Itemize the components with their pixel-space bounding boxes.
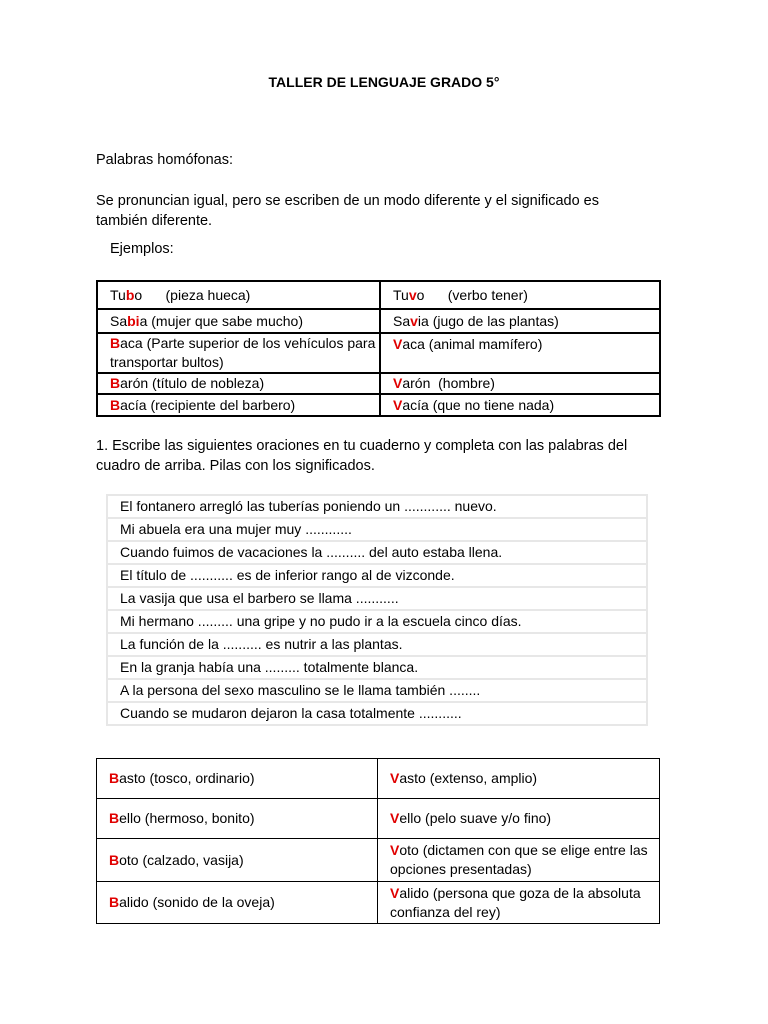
cell-highlight: V — [393, 336, 403, 352]
cell-highlight: V — [393, 396, 403, 413]
cell-text: alido (sonido de la oveja) — [119, 894, 275, 910]
sentence-cell: Cuando fuimos de vacaciones la .......... del auto estaba llena. — [107, 541, 647, 564]
cell-text: asto (tosco, ordinario) — [119, 770, 255, 786]
table-cell — [97, 394, 380, 416]
sentence-cell: Cuando se mudaron dejaron la casa totalmente ........... — [107, 702, 647, 725]
sentence-cell: El título de ........... es de inferior rango al de vizconde. — [107, 564, 647, 587]
definition-text: Se pronuncian igual, pero se escriben de un modo diferente y el significado es también diferente. — [96, 193, 599, 229]
table-row — [97, 281, 660, 309]
table-row — [107, 656, 647, 679]
cell-highlight: V — [390, 884, 400, 901]
table-cell — [97, 799, 378, 839]
table-row — [107, 633, 647, 656]
cell-highlight: V — [393, 375, 403, 391]
table-cell — [97, 759, 378, 799]
cell-highlight: B — [109, 894, 120, 910]
cell-highlight: v — [410, 312, 418, 329]
table-cell — [378, 799, 660, 839]
cell-highlight: V — [390, 810, 400, 826]
exercise-instruction: 1. Escribe las siguientes oraciones en tu cuaderno y completa con las palabras del cuadro de arriba. Pilas con los significados. — [96, 438, 628, 474]
table-cell — [378, 882, 660, 924]
word-pairs-table — [96, 758, 660, 924]
cell-highlight: bi — [127, 312, 140, 329]
sentence-cell: En la granja había una ......... totalmente blanca. — [107, 656, 647, 679]
table-cell — [378, 839, 660, 882]
table-row — [97, 882, 660, 924]
table-cell — [380, 394, 660, 416]
cell-text: ia (jugo de las plantas) — [417, 312, 559, 329]
table-row — [97, 373, 660, 394]
cell-highlight: B — [109, 770, 120, 786]
table-row — [107, 564, 647, 587]
cell-text: o (pieza hueca) — [134, 286, 251, 303]
cell-highlight: V — [390, 770, 400, 786]
cell-text: ello (pelo suave y/o fino) — [399, 810, 552, 826]
cell-text: aca (Parte superior de los vehículos para transportar bultos) — [110, 335, 376, 370]
table-row — [107, 679, 647, 702]
sentence-cell: La vasija que usa el barbero se llama ........... — [107, 587, 647, 610]
cell-highlight: B — [109, 810, 120, 826]
sentence-cell: La función de la .......... es nutrir a las plantas. — [107, 633, 647, 656]
cell-highlight: B — [110, 335, 121, 351]
cell-prefix: Tu — [393, 286, 409, 303]
table-row — [107, 518, 647, 541]
sentence-cell: A la persona del sexo masculino se le llama también ........ — [107, 679, 647, 702]
cell-text: acía (que no tiene nada) — [402, 396, 555, 413]
cell-text: arón (hombre) — [402, 375, 495, 391]
table-row — [107, 541, 647, 564]
cell-text: a (mujer que sabe mucho) — [139, 312, 303, 329]
cell-prefix: Sa — [110, 312, 128, 329]
cell-text: asto (extenso, amplio) — [399, 770, 538, 786]
table-cell — [380, 373, 660, 394]
table-row — [97, 799, 660, 839]
table-cell — [97, 882, 378, 924]
section-subtitle: Palabras homófonas: — [96, 152, 234, 168]
cell-highlight: v — [408, 286, 417, 303]
cell-highlight: B — [110, 396, 121, 413]
table-cell — [378, 759, 660, 799]
cell-text: aca (animal mamífero) — [402, 336, 543, 352]
table-cell — [97, 333, 380, 373]
cell-highlight: B — [109, 851, 120, 868]
table-cell — [97, 839, 378, 882]
cell-text: ello (hermoso, bonito) — [119, 810, 255, 826]
cell-text: o (verbo tener) — [416, 286, 528, 303]
table-cell — [380, 309, 660, 333]
table-row — [107, 495, 647, 518]
table-row — [97, 309, 660, 333]
table-row — [107, 702, 647, 725]
sentence-cell: Mi hermano ......... una gripe y no pudo ir a la escuela cinco días. — [107, 610, 647, 633]
cell-highlight: B — [110, 375, 121, 391]
table-cell — [97, 281, 380, 309]
page-title: TALLER DE LENGUAJE GRADO 5° — [268, 74, 500, 90]
table-row — [97, 759, 660, 799]
cell-prefix: Tu — [110, 286, 126, 303]
table-cell — [380, 333, 660, 373]
cell-text: alido (persona que goza de la absoluta confianza del rey) — [390, 884, 641, 920]
cell-prefix: Sa — [393, 312, 411, 329]
sentence-cell: Mi abuela era una mujer muy ............ — [107, 518, 647, 541]
cell-highlight: b — [125, 286, 135, 303]
table-row — [97, 394, 660, 416]
cell-text: acía (recipiente del barbero) — [120, 396, 296, 413]
cell-highlight: V — [390, 842, 400, 858]
cell-text: arón (título de nobleza) — [120, 375, 265, 391]
examples-table — [96, 280, 661, 417]
sentences-table — [106, 494, 648, 726]
cell-text: oto (dictamen con que se elige entre las opciones presentadas) — [390, 842, 648, 877]
cell-text: oto (calzado, vasija) — [119, 851, 244, 868]
table-row — [107, 610, 647, 633]
table-row — [97, 839, 660, 882]
table-row — [107, 587, 647, 610]
examples-label: Ejemplos: — [110, 241, 174, 257]
sentence-cell: El fontanero arregló las tuberías poniendo un ............ nuevo. — [107, 495, 647, 518]
table-cell — [97, 309, 380, 333]
table-cell — [97, 373, 380, 394]
table-cell — [380, 281, 660, 309]
table-row — [97, 333, 660, 373]
